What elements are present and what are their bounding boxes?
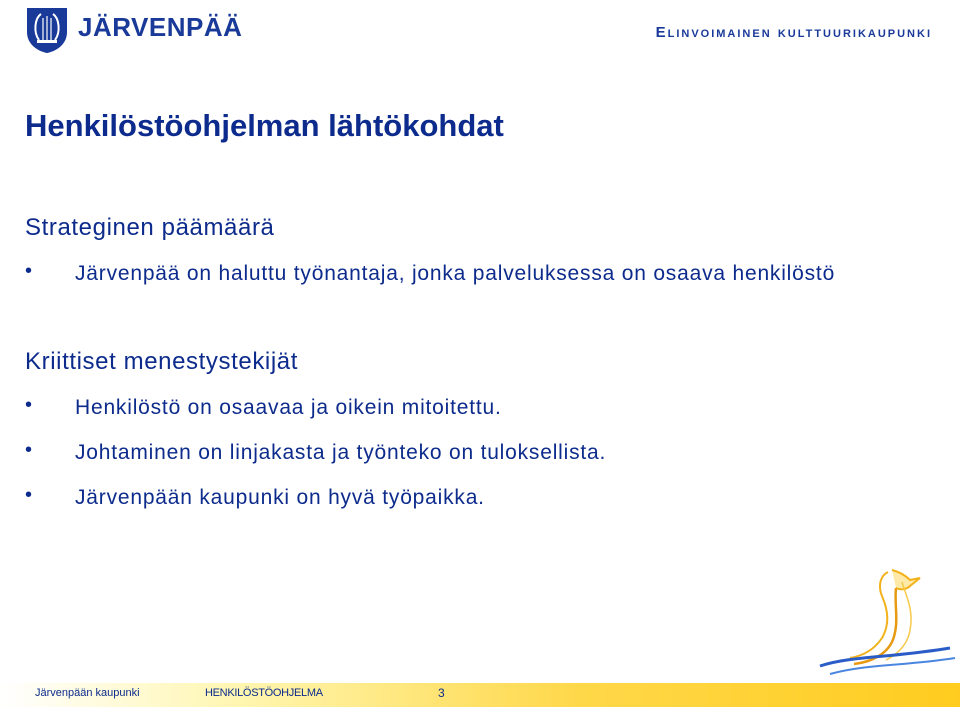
bullet-dot-icon: • xyxy=(25,439,33,461)
page-title: Henkilöstöohjelman lähtökohdat xyxy=(25,108,504,143)
swan-icon xyxy=(810,566,960,681)
footer-document: HENKILÖSTÖOHJELMA xyxy=(205,687,323,699)
header xyxy=(0,0,960,60)
footer-org: Järvenpään kaupunki xyxy=(35,687,140,699)
bullet-dot-icon: • xyxy=(25,394,33,416)
bullet-dot-icon: • xyxy=(25,260,33,282)
section-heading-strategic-goal: Strateginen päämäärä xyxy=(25,214,275,241)
bullet-dot-icon: • xyxy=(25,484,33,506)
slogan: Elinvoimainen kulttuurikaupunki xyxy=(655,24,932,41)
section-heading-critical-factors: Kriittiset menestystekijät xyxy=(25,348,299,375)
footer-bar xyxy=(0,683,960,707)
logo-text: JÄRVENPÄÄ xyxy=(78,12,243,42)
lyre-shield-icon xyxy=(25,6,69,54)
page-number: 3 xyxy=(438,686,445,700)
